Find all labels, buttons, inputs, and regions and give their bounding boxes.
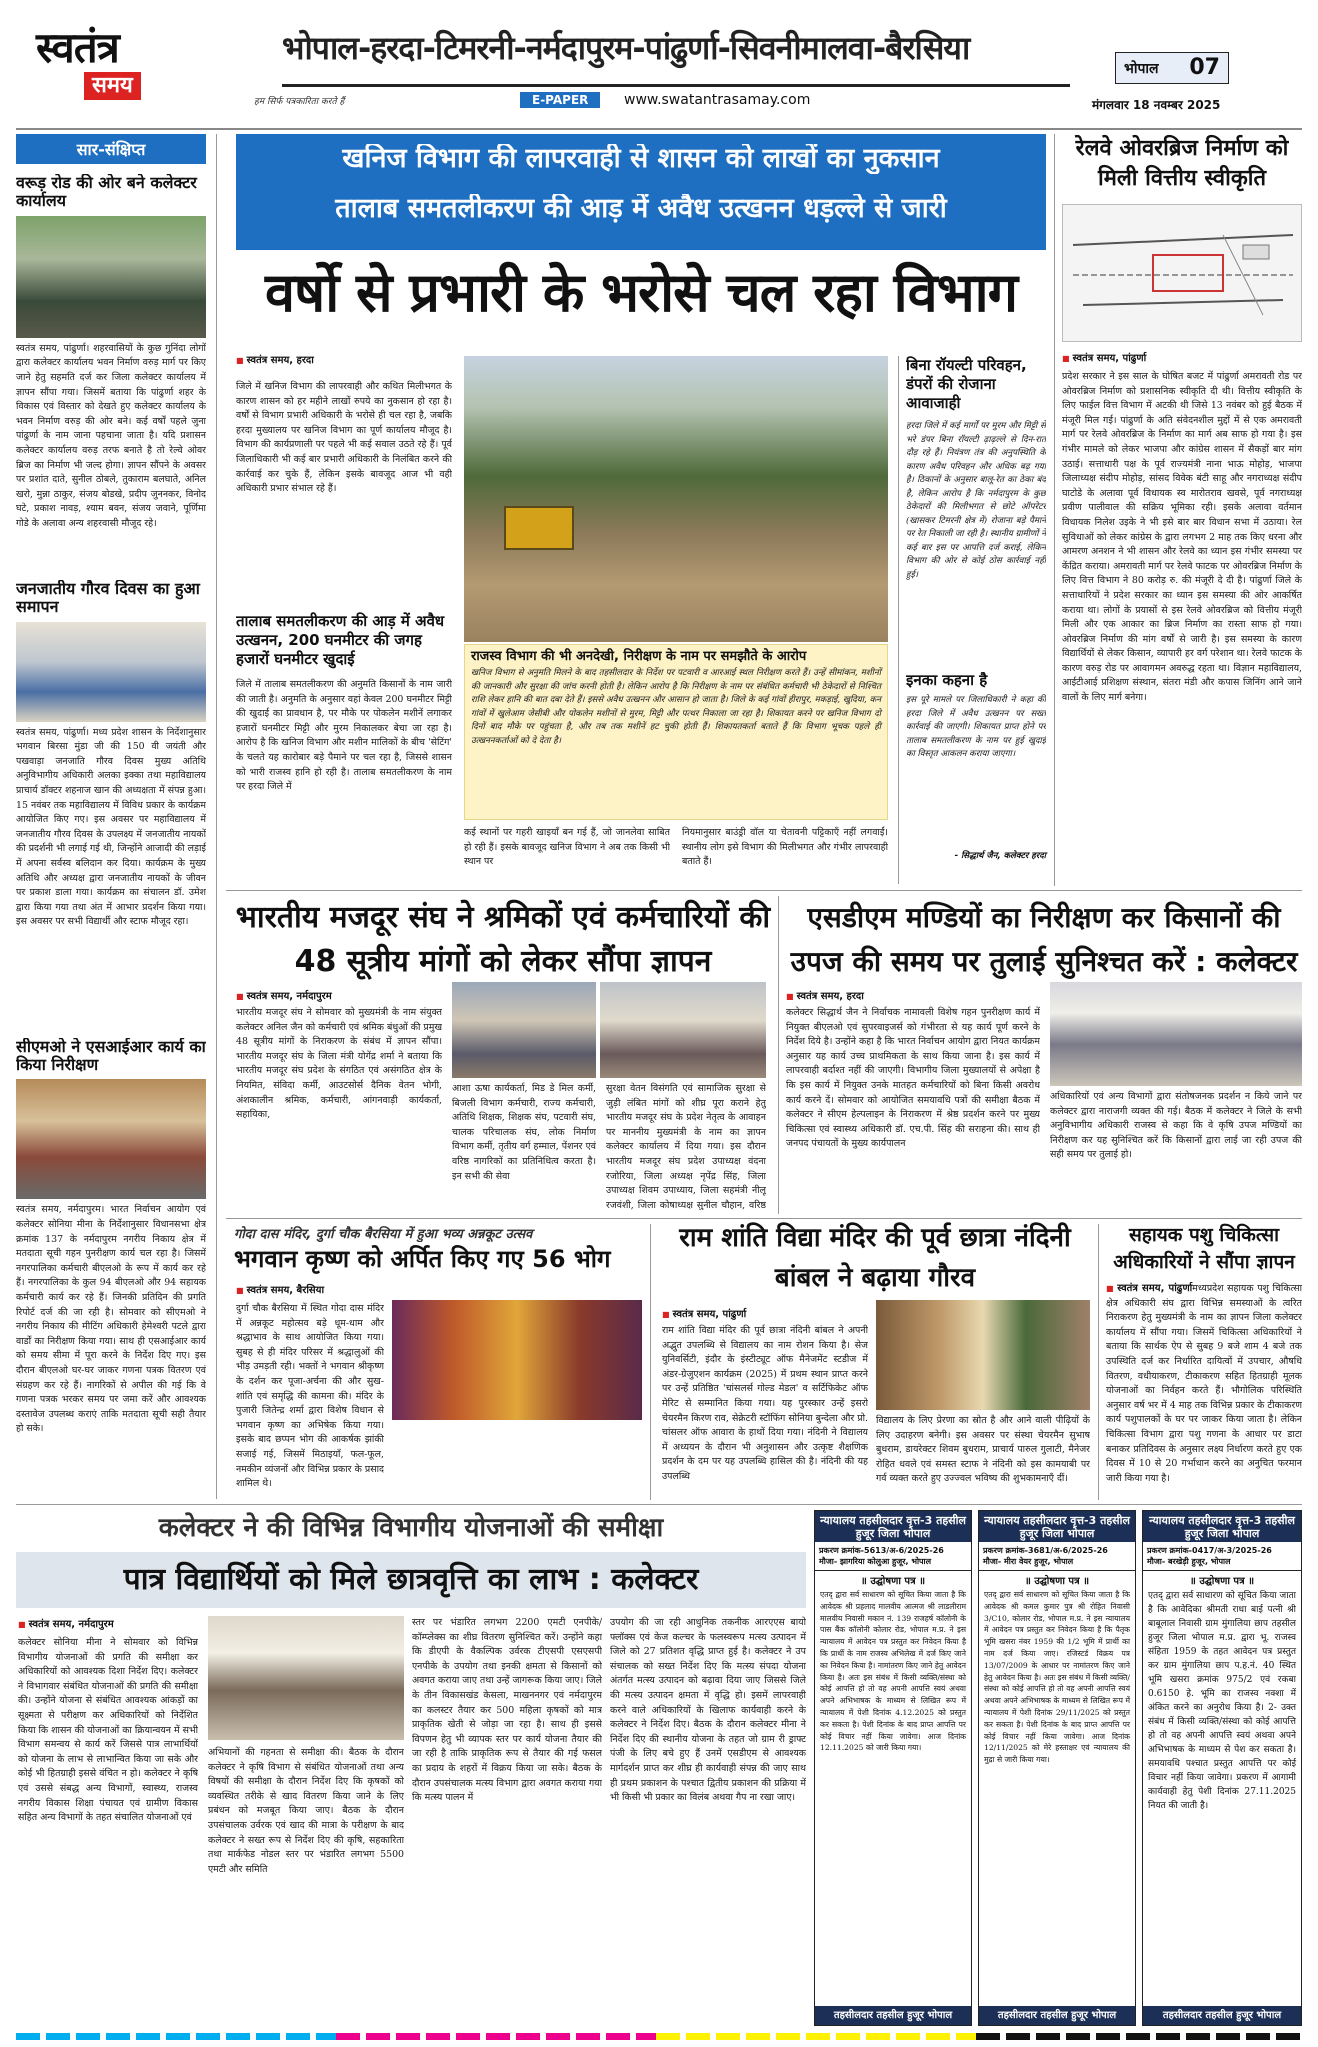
lead-kicker-2: तालाब समतलीकरण की आड़ में अवैध उत्खनन धड़ल्ले से जारी xyxy=(335,194,947,224)
notice-body: एतद् द्वारा सर्व साधारण को सूचित किया जाता है कि आवेदक श्री कमल कुमार पुत्र श्री रोहित निवासी 3/C10, कोलार रोड, भोपाल म.प्र. ने इस न्यायालय में आवेदन पत्र प्रस्तुत कर निवेदन किया है कि पैतृक भूमि खसरा नंबर 1959 की 1/2 भूमि में प्रार्थी का नाम दर्ज किया जाए। रजिस्टर्ड विक्रय पत्र 13/07/2009 के आधार पर नामांतरण किए जाने हेतु आवेदन किया है। अतः इस संबंध में किसी व्यक्ति/संस्था को कोई आपत्ति हो तो वह अपनी आपत्ति स्वयं अथवा अपने अभिभाषक के माध्यम से लिखित रूप में न्यायालय में पेशी दिनांक 29/11/2025 को प्रस्तुत कर सकता है। पेशी दिनांक के बाद प्राप्त आपत्ति पर कोई विचार नहीं किया जावेगा। आज दिनांक 12/11/2025 को मेरे हस्ताक्षर एवं न्यायालय की मुद्रा से जारी किया गया। xyxy=(984,1590,1130,1765)
registration-strip-yellow xyxy=(656,2033,976,2040)
mid-divider-1 xyxy=(778,896,779,1214)
railway-byline: ■ स्वतंत्र समय, पांढुर्णा xyxy=(1062,350,1146,364)
nandini-photo xyxy=(876,1300,1090,1410)
notice-case-number: प्रकरण क्रमांक-3681/अ-6/2025-26 xyxy=(983,1546,1108,1555)
railway-headline: रेलवे ओवरब्रिज निर्माण को मिली वित्तीय स्वीकृति xyxy=(1075,136,1289,191)
lead-kicker-banner xyxy=(236,134,1046,250)
nandini-headline: राम शांति विद्या मंदिर की पूर्व छात्रा नंदिनी बांबल ने बढ़ाया गौरव xyxy=(679,1223,1071,1293)
lead-subhead: तालाब समतलीकरण की आड़ में अवैध उत्खनन, 200 घनमीटर की जगह हजारों घनमीटर खुदाई xyxy=(236,612,445,668)
court-notice-1 xyxy=(814,1510,972,2026)
edition-name: भोपाल xyxy=(1124,61,1159,77)
mid-divider-2 xyxy=(650,1224,651,1500)
railway-map xyxy=(1062,204,1302,342)
lead-bottom-col2: कई स्थानों पर गहरी खाइयाँ बन गई हैं, जो जानलेवा साबित हो रही हैं। इसके बावजूद खनिज विभाग ने अब तक किसी भी स्थान पर xyxy=(464,827,670,868)
right-column-divider xyxy=(1054,134,1055,886)
sidebar-headline: वरूड़ रोड की ओर बने कलेक्टर कार्यालय xyxy=(16,174,197,210)
notice-title: ॥ उद्घोषणा पत्र ॥ xyxy=(1024,1576,1090,1587)
krishna-photo xyxy=(392,1300,642,1420)
bulldozer-shape xyxy=(504,506,574,550)
notice-footer: तहसीलदार तहसील हुजूर भोपाल xyxy=(815,2006,971,2025)
sidebar-photo-1 xyxy=(16,216,206,338)
review-col2: अभियानों की गहनता से समीक्षा की। बैठक के दौरान कलेक्टर ने कृषि विभाग से संबंधित योजनाओं तथा अन्य विषयों की समीक्षा के दौरान निर्देश दिए कि कृषकों को व्यवस्थित तरीके से खाद वितरण किया जाने के लिए प्रबंधन को मजबूत किया जाए। बैठक के दौरान उपसंचालक उर्वरक एवं खाद की मात्रा के परीक्षण के बाद कलेक्टर ने सख्त रूप से निर्देश दिए की कृषि, सहकारिता तथा मार्कफेड नोडल स्तर पर भंडारित लगभग 5500 एमटी और समिति xyxy=(208,1747,404,1875)
lead-bottom-col3: नियमानुसार बाउंड्री वॉल या चेतावनी पट्टिकाएँ नहीं लगवाईं। स्थानीय लोग इसे विभाग की मिलीभगत और गंभीर लापरवाही बताते हैं। xyxy=(682,827,888,868)
vet-body xyxy=(1106,1282,1302,1500)
sidebar-item-2 xyxy=(16,580,206,1032)
logo-line2: समय xyxy=(84,72,141,100)
review-photo xyxy=(208,1616,404,1740)
notice-locality: मौजा- बरखेड़ी हुजूर, भोपाल xyxy=(1147,1557,1231,1566)
krishna-byline: ■ स्वतंत्र समय, बैरसिया xyxy=(236,1282,324,1296)
caption-body: खनिज विभाग से अनुमति मिलने के बाद तहसीलदार के निर्देश पर पटवारी व आरआई स्थल निरीक्षण करते हैं। उन्हें सीमांकन, मशीनों की जानकारी और सुरक्षा की जांच करनी होती है। लेकिन आरोप है कि निरीक्षण के नाम पर संबंधित कर्मचारी भी ठेकेदारों से निश्चित राशि लेकर हानि की बात दबा देते हैं। इससे अवैध उत्खनन और आसान हो जाता है। जिले के कई गांवों हीरापुर, मकड़ाई, खुदिया, कन गांवों में खुलेआम जेसीबी और पोकलेन मशीनों से मुरम, मिट्टी और पत्थर निकाला जा रहा है। शिकायत करने पर खनिज विभाग दो दिनों बाद मौके पर पहुंचता है, और तब तक मशीनें हट चुकी होती हैं। शिकायतकर्ता बताते हैं कि विभाग भूचक पहले ही उत्खननकर्ताओं को दे देता है। xyxy=(471,668,881,746)
notice-header: न्यायालय तहसीलदार वृत्त-3 तहसील हुजूर जिला भोपाल xyxy=(1143,1511,1301,1542)
website-link[interactable]: www.swatantrasamay.com xyxy=(624,92,811,108)
notice-case xyxy=(979,1542,1135,1571)
review-col3: स्तर पर भंडारित लगभग 2200 एमटी एनपीके/कॉम्प्लेक्स का शीघ्र वितरण सुनिश्चित करें। उन्होंने कहा कि डीएपी के वैकल्पिक उर्वरक टीएसपी एसएसपी एनपीके के उपयोग तथा इनकी क्षमता से किसानों को अवगत कराया जाए तथा उन्हें जागरूक किया जाए। जिले के तीन विकासखंड केसला, माखननगर एवं नर्मदापुरम का कलस्टर तैयार कर 500 महिला कृषकों को मात्र प्राकृतिक खेती से जोड़ा जा रहा है। साथ ही इससे विपणन हेतु भी व्यापक स्तर पर कार्य योजना तैयार की जा रही है ताकि प्राकृतिक रूप से तैयार की गई फसल का प्रदाय के शहरों में विक्रय किया जा सके। बैठक के दौरान उपसंचालक मत्स्य विभाग द्वारा अवगत कराया गया कि मत्स्य पालन में xyxy=(412,1617,602,1804)
railway-map-drawing xyxy=(1063,205,1302,342)
vet-byline: ■ स्वतंत्र समय, पांढुर्णा xyxy=(1106,1283,1192,1294)
sidebar xyxy=(16,134,206,1501)
court-notice-3 xyxy=(1142,1510,1302,2026)
nandini-col1: राम शांति विद्या मंदिर की पूर्व छात्रा नंदिनी बांबल ने अपनी अद्भुत उपलब्धि से विद्यालय का नाम रोशन किया है। सेज युनिवर्सिटी, इंदौर के इंस्टीट्यूट ऑफ मैनेजमेंट स्टडीज में अंडर-ग्रेजुएशन कार्यक्रम (2025) में प्रथम स्थान प्राप्त करने पर उन्हें प्रतिष्ठित 'चांसलर्स गोल्ड मेडल' व सर्टिफिकेट ऑफ मेरिट से सम्मानित किया गया। यह पुरस्कार उन्हें इसरो चेयरमैन किरण राव, सेक्रेटरी स्टॉफिंग सोनिया बुन्देला और प्रो. चांसलर ऑफ आवारा के हाथों दिया गया। नंदिनी ने विद्यालय में अध्ययन के दौरान भी अनुशासन और उत्कृष्ट शैक्षणिक प्रदर्शन के दम पर यह उपलब्धि हासिल की है। नंदिनी की यह उपलब्धि xyxy=(662,1325,868,1482)
bms-col1: भारतीय मजदूर संघ ने सोमवार को मुख्यमंत्री के नाम संयुक्त कलेक्टर अनिल जैन को कर्मचारी एवं श्रमिक बंधुओं की प्रमुख 48 सूत्रीय मांगों के निराकरण के संबंध में ज्ञापन सौंपा। भारतीय मजदूर संघ के जिला मंत्री योगेंद्र शर्मा ने बताया कि भारतीय मजदूर संघ प्रदेश के संगठित एवं असंगठित क्षेत्र के नियमित, संविदा कर्मी, आउटसोर्स दैनिक वेतन भोगी, अंशकालीन श्रमिक, कर्मचारी, आंगनवाड़ी कार्यकर्ता, सहायिका, xyxy=(236,1007,442,1121)
notice-footer: तहसीलदार तहसील हुजूर भोपाल xyxy=(1143,2006,1301,2025)
lead-col1b: जिले में तालाब समतलीकरण की अनुमति किसानों के नाम जारी की जाती है। अनुमति के अनुसार वहां केवल 200 घनमीटर मिट्टी की खुदाई का प्रावधान है, पर मौके पर पोकलेन मशीनें लगाकर हजारों घनमीटर मिट्टी और मुरम निकालकर बेचा जा रहा है। आरोप है कि खनिज विभाग और मशीन मालिकों के बीच 'सेटिंग' के चलते यह कारोबार बड़े पैमाने पर चल रहा है, जिससे शासन को भारी राजस्व हानि हो रही है। तालाब समतलीकरण के नाम पर हरदा जिले में xyxy=(236,679,452,793)
masthead xyxy=(0,0,1318,128)
sidebar-headline: जनजातीय गौरव दिवस का हुआ समापन xyxy=(16,579,200,616)
vet-headline: सहायक पशु चिकित्सा अधिकारियों ने सौंपा ज्ञापन xyxy=(1113,1224,1295,1273)
lead-col1: जिले में खनिज विभाग की लापरवाही और कथित मिलीभगत के कारण शासन को हर महीने लाखों रुपये का नुकसान हो रहा है। वर्षों से विभाग प्रभारी अधिकारी के भरोसे ही चल रहा है, जबकि हरदा मुख्यालय पर खनिज विभाग का पूर्ण कार्यालय मौजूद है। विभाग की कार्यप्रणाली पर पहले भी कई सवाल उठते रहे हैं। पूर्व जिलाधिकारी भी कई बार प्रभारी अधिकारी के निलंबित करने की कार्रवाई कर चुके हैं, लेकिन इसके बावजूद आज भी वही अधिकारी प्रभार संभाल रहे हैं। xyxy=(236,381,452,495)
logo-line1: स्वतंत्र xyxy=(36,23,119,72)
sdm-byline: ■ स्वतंत्र समय, हरदा xyxy=(786,988,864,1002)
krishna-col1: दुर्गा चौक बैरसिया में स्थित गोदा दास मंदिर में अन्नकूट महोत्सव बड़े धूम-धाम और श्रद्धाभाव के साथ आयोजित किया गया। सुबह से ही मंदिर परिसर में श्रद्धालुओं की भीड़ उमड़ती रही। भक्तों ने भगवान श्रीकृष्ण के दर्शन कर पूजा-अर्चना की और सुख-शांति एवं समृद्धि की कामना की। मंदिर के पुजारी जितेन्द्र शर्मा द्वारा विशेष विधान से भगवान कृष्ण का अभिषेक किया गया। इसके बाद छप्पन भोग की आकर्षक झांकी सजाई गई, जिसमें मिठाइयाँ, फल-फूल, नमकीन व्यंजनों और विभिन्न प्रकार के प्रसाद शामिल थे। xyxy=(236,1303,384,1490)
issue-date: मंगलवार 18 नवम्बर 2025 xyxy=(1092,98,1221,112)
sdm-col1: कलेक्टर सिद्धार्थ जैन ने निर्वाचक नामावली विशेष गहन पुनरीक्षण कार्य में नियुक्त बीएलओ एवं सुपरवाइजर्स को गंभीरता से यह कार्य पूर्ण करने के निर्देश दिये है। उन्होंने कहा है कि भारत निर्वाचन आयोग द्वारा नियत कार्यक्रम अनुसार यह कार्य उच्च प्राथमिकता के साथ किया जाना है। इस कार्य में लापरवाही बर्दाश्त नहीं की जाएगी। विभागीय जिला मुख्यालयों से अपेक्षा है कि इस कार्य में नियुक्त उनके मातहत कर्मचारियों को बिना किसी अवरोध कार्य करने दें। सोमवार को आयोजित समयावधि पत्रों की समीक्षा बैठक में कलेक्टर ने सीएम हेल्पलाइन के निराकरण में श्रेष्ठ प्रदर्शन करने पर मुख्य चिकित्सा एवं स्वास्थ्य अधिकारी डॉ. एच.पी. सिंह की सराहना की। साथ ही जनपद पंचायतों के मुख्य कार्यपालन xyxy=(786,1007,1040,1150)
nandini-byline: ■ स्वतंत्र समय, पांढुर्णा xyxy=(662,1306,746,1320)
review-byline: ■ स्वतंत्र समय, नर्मदापुरम xyxy=(18,1616,114,1630)
notice-case xyxy=(1143,1542,1301,1571)
notice-footer: तहसीलदार तहसील हुजूर भोपाल xyxy=(979,2006,1135,2025)
registration-strip-black xyxy=(976,2033,1302,2040)
notice-locality: मौजा- झागरिया कोलुआ हुजूर, भोपाल xyxy=(819,1557,932,1566)
quote-headline: इनका कहना है xyxy=(906,672,988,689)
sidebar-headline: सीएमओ ने एसआईआर कार्य का किया निरीक्षण xyxy=(16,1037,206,1074)
sidebar-photo-3 xyxy=(16,1079,206,1199)
sidebar-body: स्वतंत्र समय, पांढुर्णा। मध्य प्रदेश शासन के निर्देशानुसार भगवान बिरसा मुंडा जी की 150 वी जयंती और पखवाड़ा जनजाति गौरव दिवस मुख्य अतिथि अनुविभागीय अधिकारी अलका इक्का तथा महाविद्यालय प्राचार्य डॉक्टर शहनाज खान की अध्यक्षता में संपन्न हुआ। 15 नवंबर तक महाविद्यालय में विविध प्रकार के कार्यक्रम आयोजित किए गए। इस अवसर पर महाविद्यालय में जनजातीय गौरव दिवस के उपलक्ष्य में जनजातीय नायकों की प्रदर्शनी भी लगाई गई थी, जिन्होंने आजादी की लड़ाई में अपना सर्वस्व बलिदान कर दिया। कार्यक्रम के मुख्य अतिथि और अध्यक्ष द्वारा जनजातीय नायकों के जीवन पर प्रकाश डाला गया। कार्यक्रम का संचालन डॉ. उमेश द्वारा किया गया तथा अंत में आभार प्रदर्शन किया गया। इस अवसर पर सभी विद्यार्थी और स्टाफ मौजूद रहा। xyxy=(16,726,206,928)
quote-author: - सिद्धार्थ जैन, कलेक्टर हरदा xyxy=(954,851,1046,861)
bms-col3-visible: सुरक्षा वेतन विसंगति एवं सामाजिक सुरक्षा से जुड़ी लंबित मांगों को शीघ्र पूरा कराने हेतु भारतीय मजदूर संघ के प्रदेश नेतृत्व के आवाहन पर माननीय मुख्यमंत्री के नाम का ज्ञापन कलेक्टर कार्यालय में दिया गया। इस दौरान भारतीय मजदूर संघ प्रदेश उपाध्यक्ष वंदना रजोरिया, जिला अध्यक्ष नृपेंद्र सिंह, जिला उपाध्यक्ष शिवम उपाध्याय, जिला सहमंत्री नीलू रजवंशी, जिला कोषाध्यक्ष सुनील चौहान, वरिष्ठ xyxy=(606,1083,766,1210)
masthead-rule xyxy=(282,84,1070,87)
sidebar-item-3 xyxy=(16,1038,206,1474)
section-rule-1 xyxy=(226,890,1302,891)
notice-case-number: प्रकरण क्रमांक-5613/अ-6/2025-26 xyxy=(819,1546,944,1555)
bms-photo xyxy=(452,982,596,1078)
lead-headline: वर्षो से प्रभारी के भरोसे चल रहा विभाग xyxy=(264,261,1018,324)
review-kicker: कलेक्टर ने की विभिन्न विभागीय योजनाओं की समीक्षा xyxy=(158,1513,664,1543)
review-col4: उपयोग की जा रही आधुनिक तकनीक आरएएस बायो फ्लॉक्स एवं केज कल्चर के फलस्वरूप मत्स्य उत्पादन में जिले को 27 प्रतिशत वृद्धि प्राप्त हुई है। कलेक्टर ने उप संचालक को सख्त निर्देश दिए कि मत्स्य संपदा योजना अंतर्गत मत्स्य उत्पादन को बढ़ावा दिया जाए जिससे जिले की मत्स्य उत्पादन क्षमता में वृद्धि हो। इसमें लापरवाही करने वाले अधिकारियों के खिलाफ कार्यवाही करने के कलेक्टर ने निर्देश दिए। बैठक के दौरान कलेक्टर मीना ने निर्देश दिए की स्थानीय योजना के तहत जो ग्राम री ड्राफ्ट पंजी के लिए बचे हुए हैं उनमें एसडीएम से आवश्यक मार्गदर्शन प्राप्त कर शीघ्र ही कार्यवाही संपन्न की जाए साथ ही प्रथम प्रकाशन के पश्चात द्वितीय प्रकाशन की प्रक्रिया में भी किसी भी प्रकार का विलंब अथवा गैप ना रखा जाए। xyxy=(610,1617,806,1804)
notice-body: एतद् द्वारा सर्व साधारण को सूचित किया जाता है कि आवेदिका श्रीमती राधा बाई पत्नी श्री बाबूलाल निवासी ग्राम मुंगालिया छाप तहसील हुजूर जिला भोपाल म.प्र. द्वारा भू. राजस्व संहिता 1959 के तहत आवेदन पत्र प्रस्तुत कर ग्राम मुंगालिया छाप प.ह.नं. 40 स्थित भूमि खसरा क्रमांक 975/2 एवं रकबा 0.6150 हे. भूमि का राजस्व नक्शा में अंकित करने का अनुरोध किया है। 2- उक्त संबंध में किसी व्यक्ति/संस्था को कोई आपत्ति हो तो वह अपनी आपत्ति स्वयं अथवा अपने अभिभाषक के माध्यम से पेश कर सकता है। समयावधि पश्चात प्रस्तुत आपत्ति पर कोई विचार नहीं किया जावेगा। प्रकरण में आगामी कार्यवाही हेतु पेशी दिनांक 27.11.2025 नियत की जाती है। xyxy=(1148,1591,1296,1811)
sidebar-body: स्वतंत्र समय, नर्मदापुरम। भारत निर्वाचन आयोग एवं कलेक्टर सोनिया मीना के निर्देशानुसार विधानसभा क्षेत्र क्रमांक 137 के नर्मदापुरम नगरीय निकाय क्षेत्र में मतदाता सूची गहन पुनरीक्षण कार्य चल रहा है। जिसमें नगरपालिका कर्मचारी बीएलओ के रूप में कार्य कर रहे हैं। नगरपालिका के कुल 94 बीएलओ और 94 सहायक कर्मचारी कार्य कर रहे हैं। जिनकी प्रतिदिन की प्रगति रिपोर्ट दर्ज की जा रही है। सोमवार को सीएमओ ने नगरीय निकाय की मीटिंग अधिकारी हेमेश्वरी पटले द्वारा वार्डों का निरीक्षण किया गया। साथ ही एसआईआर कार्य को समय सीमा में पूरा करने के निर्देश दिए गए। इस दौरान बीएलओ घर-घर जाकर गणना पत्रक वितरण एवं संग्रहण कर रहे हैं। नागरिकों से अपील की गई कि वे गणना पत्रक भरकर समय पर जमा करें और आवश्यक दस्तावेज उपलब्ध कराएं ताकि मतदाता सूची सही तैयार हो सके। xyxy=(16,1204,206,1435)
city-list: भोपाल-हरदा-टिमरनी-नर्मदापुरम-पांढुर्णा-सिवनीमालवा-बैरसिया xyxy=(282,29,970,67)
court-notice-2 xyxy=(978,1510,1136,2026)
notice-case-number: प्रकरण क्रमांक-0417/अ-3/2025-26 xyxy=(1147,1546,1272,1555)
lead-byline: ■ स्वतंत्र समय, हरदा xyxy=(236,352,314,366)
lead-photo-caption xyxy=(464,644,888,820)
sdm-headline: एसडीएम मण्डियों का निरीक्षण कर किसानों की उपज की समय पर तुलाई सुनिश्चत करें : कलेक्टर xyxy=(790,901,1298,978)
notice-title: ॥ उद्घोषणा पत्र ॥ xyxy=(1189,1576,1255,1587)
notice-header: न्यायालय तहसीलदार वृत्त-3 तहसील हुजूर जिला भोपाल xyxy=(979,1511,1135,1542)
sidebar-title: सार-संक्षिप्त xyxy=(16,134,206,164)
royalty-body: हरदा जिले में कई मार्गों पर मुरम और मिट्टी से भरे डंपर बिना रॉयल्टी ढ़ाढ़ल्ले से दिन-रात दौड़ रहे हैं। नियंत्रण तंत्र की अनुपस्थिति के कारण अवैध परिवहन और अधिक बढ़ गया है। ठिकानों के अनुसार बालू-रेत का ठेका बंद है, लेकिन आरोप है कि नर्मदापुरम के कुछ ठेकेदारों की मिलीभगत से छोटे ऑपरेटर (खासकर टिमरनी क्षेत्र में) रोजाना बड़े पैमाने पर रेत निकाली जा रही है। स्थानीय ग्रामीणों ने कई बार इस पर आपत्ति दर्ज कराई, लेकिन विभाग की ओर से कोई ठोस कार्रवाई नहीं हुई। xyxy=(906,421,1046,580)
review-col1: कलेक्टर सोनिया मीना ने सोमवार को विभिन्न विभागीय योजनाओं की प्रगति की समीक्षा कर अधिकारियों को आवश्यक दिशा निर्देश दिए। कलेक्टर ने विभागवार संबंधित योजनाओं की प्रगति की समीक्षा की। उन्होंने योजना से संबंधित आवश्यक आंकड़ों का सूक्ष्मता से परीक्षण कर अधिकारियों को निर्देशित किया कि शासन की योजनाओं का क्रियान्वयन में सभी विभाग समन्वय से कार्य करें जिससे पात्र लाभार्थियों को योजना के लाभ से लाभान्वित किया जा सके और कोई भी हितग्राही इससे वंचित न हो। कलेक्टर ने कृषि एवं उससे संबद्ध अन्य विभागों, स्वास्थ्य, राजस्व नगरीय विकास शिक्षा पंचायत एवं ग्रामीण विकास सहित अन्य विभागों के तहत संचालित योजनाओं एवं xyxy=(18,1637,198,1824)
sidebar-photo-2 xyxy=(16,622,206,722)
mid-divider-3 xyxy=(1098,1224,1099,1500)
page-number: 07 xyxy=(1189,55,1220,80)
lead-inner-divider xyxy=(898,356,899,884)
krishna-headline: भगवान कृष्ण को अर्पित किए गए 56 भोग xyxy=(234,1245,611,1273)
bms-col2: आशा ऊषा कार्यकर्ता, मिड डे मिल कर्मी, बिजली विभाग कर्मचारी, राज्य कर्मचारी, अतिथि शिक्षक, शिक्षक संघ, पटवारी संघ, चालक परिचालक संघ, लोक निर्माण विभाग कर्मी, तृतीय वर्ग हम्माल, पेंशनर एवं वरिष्ठ नागरिकों का प्रतिनिधित्व करता है। इन सभी की सेवा xyxy=(452,1083,596,1182)
review-headline-bar xyxy=(16,1552,806,1608)
sidebar-item-1 xyxy=(16,174,206,574)
krishna-kicker: गोदा दास मंदिर, दुर्गा चौक बैरसिया में हुआ भव्य अन्नकूट उत्सव xyxy=(234,1227,533,1242)
quote-body: इस पूरे मामले पर जिलाधिकारी ने कहा की हरदा जिले में अवैध उत्खनन पर सख्त कार्रवाई की जाएगी। शिकायत प्राप्त होने पर तालाब समतलीकरण के नाम पर हुई खुदाई का विस्तृत आकलन कराया जाएगा। xyxy=(906,695,1046,759)
royalty-headline: बिना रॉयल्टी परिवहन, डंपरों की रोजाना आवाजाही xyxy=(906,356,1027,412)
bms-photo-2 xyxy=(600,982,766,1078)
bms-byline: ■ स्वतंत्र समय, नर्मदापुरम xyxy=(236,988,332,1002)
notice-title: ॥ उद्घोषणा पत्र ॥ xyxy=(860,1576,926,1587)
railway-body: प्रदेश सरकार ने इस साल के घोषित बजट में पांढुर्णा अमरावती रोड पर ओवरब्रिज निर्माण को प्रशासनिक स्वीकृति दी थी। वित्तीय स्वीकृति के लिए फाईल वित्त विभाग में अटकी थी जिसे 13 नवंबर को हुई बैठक में मंजूरी मिल गई। पांढुर्णा के अति संवेदनशील मुद्दों में से एक अमरावती मार्ग पर रेलवे ओवरब्रिज के निर्माण का मार्ग अब साफ हो गया है। इस गंभीर मामले को लेकर भाजपा और कांग्रेस शासन में सैकड़ों बार मांग उठाई। सत्ताधारी पक्ष के पूर्व राज्यमंत्री नाना भाऊ मोहोड़, भाजपा जिलाध्यक्ष संदीप मोहोड़, सांसद विवेक बंटी साहू और नगराध्यक्ष संदीप घाटोडे के अलावा पूर्व विधायक स्व मारोतराव खवसे, पूर्व नगराध्यक्ष प्रवीण पालीवाल की सक्रिय भूमिका रही। इसके अलावा वर्तमान विधायक निलेश उइके ने भी इसे बार बार विधान सभा में उठाया। रेल सुविधाओं को लेकर कांग्रेस के द्वारा लगभग 2 माह तक किए धरना और आमरण अनशन ने भी शासन और रेलवे का ध्यान इस गंभीर समस्या पर केंद्रित कराया। अमरावती मार्ग पर रेलवे फाटक पर ओवरब्रिज निर्माण के लिए वित्त विभाग ने 80 करोड़ रु. की मंजूरी दे दी है। पांढुर्णा जिले के सत्ताधारियों ने प्रदेश सरकार का ध्यान इस समस्या की ओर आकर्षित कराया था। लोगों के प्रयासों से इस रेलवे ओवरब्रिज को वित्तीय मंजूरी मिली और एक आकार का ब्रिज निर्माण का रास्ता साफ हो गया। ओवरब्रिज निर्माण की मांग वर्षों से जारी है। इस समस्या के कारण विद्यार्थियों से लेकर किसान, व्यापारी हर वर्ग परेशान था। रेलवे फाटक के कारण वरुड़ रोड पर आवागमन अवरुद्ध रहता था। विज्ञान महाविद्यालय, आईटीआई प्रशिक्षण संस्थान, संतरा मंडी और कपास जिनिंग आने जाने वालों के लिए मार्ग बनेगा। xyxy=(1062,371,1302,704)
logo[interactable] xyxy=(36,23,216,106)
bms-headline: भारतीय मजदूर संघ ने श्रमिकों एवं कर्मचारियों की 48 सूत्रीय मांगों को लेकर सौंपा ज्ञापन xyxy=(235,900,771,979)
notice-body: एतद् द्वारा सर्व साधारण को सूचित किया जाता है कि आवेदक श्री प्रहलाद मालवीय आत्मज श्री लाडलीराम मालवीय निवासी मकान नं. 139 राजहर्ष कॉलोनी के पास बैंक कॉलोनी कोलार रोड, भोपाल म.प्र. ने इस न्यायालय में आवेदन पत्र प्रस्तुत कर निवेदन किया है कि प्रार्थी के नाम राजस्व अभिलेख में दर्ज किए जाने का निवेदन किया है। नामांतरण किए जाने हेतु आवेदन किया है। अतः इस संबंध में किसी व्यक्ति/संस्था को कोई आपत्ति हो तो वह अपनी आपत्ति स्वयं अथवा अपने अभिभाषक के माध्यम से लिखित रूप में न्यायालय में पेशी दिनांक 4.12.2025 को प्रस्तुत कर सकता है। पेशी दिनांक के बाद प्राप्त आपत्ति पर कोई विचार नहीं किया जावेगा। आज दिनांक 12.11.2025 को जारी किया गया। xyxy=(820,1590,966,1753)
edition-box xyxy=(1115,52,1229,84)
lead-kicker-1: खनिज विभाग की लापरवाही से शासन को लाखों का नुकसान xyxy=(342,144,940,174)
sdm-col2: अधिकारियों एवं अन्य विभागों द्वारा संतोषजनक प्रदर्शन न किये जाने पर कलेक्टर द्वारा नाराजगी व्यक्त की गई। बैठक में कलेक्टर ने जिले के सभी अनुविभागीय अधिकारी राजस्व से कहा कि वे कृषि उपज मण्डियों का निरीक्षण कर यह सुनिश्चित करें कि किसानों द्वारा लाई जा रही उपज की सही समय पर तुलाई हो। xyxy=(1050,1091,1302,1161)
krishna-col1-cont xyxy=(392,1424,642,1498)
sidebar-body: स्वतंत्र समय, पांढुर्णा। शहरवासियों के कुछ गुनिंदा लोगों द्वारा कलेक्टर कार्यालय भवन निर्माण वरुड़ मार्ग पर किए जाने हेतु सहमति दर्ज कर जिला कलेक्टर कार्यालय में ज्ञापन सौंपा गया। जिसमें बताया कि पांढुर्णा शहर के विकास एवं विस्तार को देखते हुए कलेक्टर कार्यालय के भवन निर्माण वरुड़ की ओर बने। कई वर्षों पहले जुना पांढुर्णा के नाम जाना पहचाना जाता है। यदि प्रशासन कलेक्टर कार्यालय वरुड़ तरफ बनाते है तो रेल्वे ओवर ब्रिज का निर्माण भी जल्द होगा। ज्ञापन सौंपने के अवसर पर प्रशांत दाते, सुनील ठोबले, तुकाराम बलघाते, अनिल खरो, मुन्ना ठाकुर, संजय बोडखे, प्रदीप जुननकर, विनोद घटे, प्रकाश नावड़, श्याम बवन, संजय जवाने, पूर्णिमा गोडे के अलावा अन्य शहरवासी मौजूद रहे। xyxy=(16,342,206,529)
vet-body-text: मध्यप्रदेश सहायक पशु चिकित्सा क्षेत्र अधिकारी संघ द्वारा विभिन्न समस्याओं के त्वरित निराकरण हेतु मुख्यमंत्री के नाम का ज्ञापन जिला कलेक्टर कार्यालय में सौंपा गया। जिसमें चिकित्सा अधिकारियों ने बताया कि सार्थक ऐप से सुबह 9 बजे शाम 4 बजे तक उपस्थिति दर्ज कर निर्धारित दायित्वों में उपचार, औषधि वितरण, वधीयाकरण, टीकाकरण सहित हितग्राही मूलक योजनाओं का निर्वहन करते हैं। भौगोलिक परिस्थिति अनुसार वर्ष भर में 4 माह तक विभिन्न प्रकार के टीकाकरण कार्य पशुपालकों के घर पर जाकर किया जाता है। लेकिन चिकित्सा विभाग द्वारा पशु गणना के आधार पर डाटा बनाकर प्रतिदिवस के अनुसार लक्ष्य निर्धारण करते हुए एक दिवस में 10 से 20 गर्भाधान करने का अनुचित फरमान जारी किया गया है। xyxy=(1106,1283,1302,1484)
sidebar-divider xyxy=(216,134,217,1499)
epaper-badge: E-PAPER xyxy=(520,92,600,108)
notice-locality: मौजा- मीरा वेयर हुजूर, भोपाल xyxy=(983,1557,1074,1566)
lead-photo xyxy=(464,356,888,642)
sdm-photo xyxy=(1050,982,1302,1086)
review-headline: पात्र विद्यार्थियों को मिले छात्रवृत्ति का लाभ : कलेक्टर xyxy=(123,1562,699,1597)
nandini-col2: विद्यालय के लिए प्रेरणा का स्रोत है और आने वाली पीढ़ियों के लिए उदाहरण बनेगी। इस अवसर पर संस्था चेयरमैन सुभाष बुधराम, डायरेक्टर शिवम बुधराम, प्राचार्य पारुल गुलाटी, मैनेजर रोहित धवले एवं समस्त स्टाफ ने नंदिनी को इस कामयाबी पर गर्व व्यक्त करते हुए उज्ज्वल भविष्य की शुभकामनाएँ दीं। xyxy=(876,1415,1090,1485)
tagline: हम सिर्फ पत्रकारिता करते हैं xyxy=(254,97,345,107)
notice-case xyxy=(815,1542,971,1571)
notice-header: न्यायालय तहसीलदार वृत्त-3 तहसील हुजूर जिला भोपाल xyxy=(815,1511,971,1542)
caption-title: राजस्व विभाग की भी अनदेखी, निरीक्षण के नाम पर समझौते के आरोप xyxy=(471,649,807,664)
section-rule-3 xyxy=(16,1504,1302,1505)
registration-strip-cyan xyxy=(16,2033,336,2040)
masthead-bottom-rule xyxy=(16,128,1302,130)
registration-strip-magenta xyxy=(336,2033,656,2040)
